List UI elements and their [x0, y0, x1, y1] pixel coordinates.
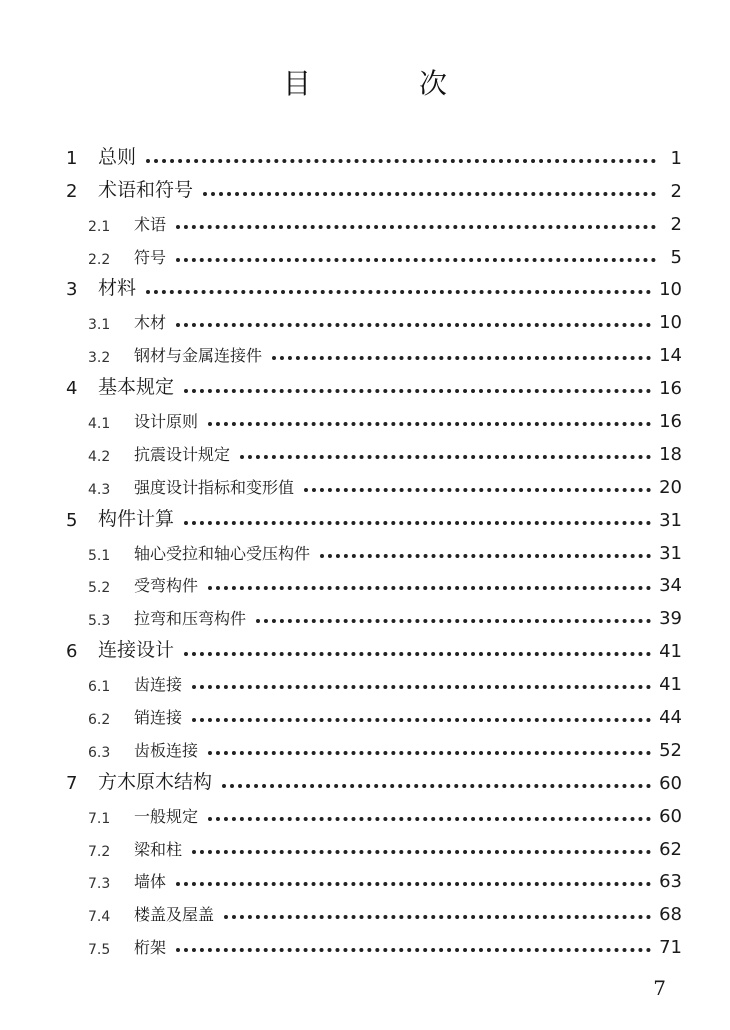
toc-leader-dots: [224, 915, 651, 919]
toc-section-entry[interactable]: [66, 535, 682, 568]
toc-entry-page: 10: [659, 312, 682, 334]
toc-entry-page: 31: [659, 542, 682, 564]
toc-entry-label: 方木原木结构: [98, 770, 213, 793]
toc-leader-dots: [208, 586, 651, 590]
toc-section-entry[interactable]: [66, 568, 682, 601]
toc-section-entry[interactable]: [66, 337, 682, 370]
toc-entry-page: 5: [670, 246, 682, 268]
toc-entry-page: 63: [659, 871, 682, 893]
toc-entry-label: 抗震设计规定: [134, 444, 231, 464]
toc-entry-page: 2: [670, 213, 682, 235]
toc-leader-dots: [176, 258, 656, 262]
toc-entry-number: 7: [66, 772, 78, 794]
toc-entry-page: 68: [659, 904, 682, 926]
toc-section-entry[interactable]: [66, 831, 682, 864]
toc-entry-number: 5.1: [88, 547, 111, 564]
toc-leader-dots: [146, 290, 651, 294]
toc-entry-number: 3.2: [88, 350, 111, 367]
toc-leader-dots: [184, 521, 651, 525]
toc-entry-label: 强度设计指标和变形值: [134, 477, 295, 497]
toc-leader-dots: [192, 718, 651, 722]
toc-section-entry[interactable]: [66, 896, 682, 929]
toc-entry-label: 木材: [134, 313, 167, 333]
toc-entry-page: 44: [659, 707, 682, 729]
toc-leader-dots: [222, 784, 651, 788]
toc-leader-dots: [176, 323, 651, 327]
toc-entry-label: 销连接: [134, 708, 183, 728]
toc-entry-label: 一般规定: [134, 806, 199, 826]
toc-entry-number: 7.5: [88, 942, 111, 959]
toc-entry-label: 受弯构件: [134, 576, 199, 596]
toc-entry-label: 材料: [98, 277, 137, 300]
toc-section-entry[interactable]: [66, 666, 682, 699]
toc-entry-number: 4: [66, 378, 78, 400]
toc-entry-page: 18: [659, 443, 682, 465]
toc-entry-page: 31: [659, 509, 682, 531]
toc-entry-number: 7.3: [88, 876, 111, 893]
toc-entry-label: 齿板连接: [134, 740, 199, 760]
toc-entry-number: 4.1: [88, 416, 111, 433]
toc-entry-number: 6: [66, 641, 78, 663]
toc-entry-page: 16: [659, 411, 682, 433]
toc-leader-dots: [208, 817, 651, 821]
toc-section-entry[interactable]: [66, 929, 682, 962]
toc-chapter-entry[interactable]: [66, 765, 682, 798]
toc-entry-label: 术语: [134, 214, 167, 234]
toc-section-entry[interactable]: [66, 206, 682, 239]
toc-entry-number: 5.2: [88, 580, 111, 597]
toc-section-entry[interactable]: [66, 864, 682, 897]
toc-section-entry[interactable]: [66, 469, 682, 502]
toc-entry-label: 墙体: [134, 872, 167, 892]
toc-leader-dots: [176, 225, 656, 229]
toc-entry-number: 7.2: [88, 843, 111, 860]
toc-leader-dots: [192, 850, 651, 854]
toc-entry-number: 5.3: [88, 613, 111, 630]
toc-entry-number: 2.1: [88, 218, 111, 235]
toc-section-entry[interactable]: [66, 600, 682, 633]
toc-leader-dots: [184, 652, 651, 656]
toc-entry-page: 41: [659, 641, 682, 663]
toc-entry-label: 总则: [98, 145, 137, 168]
toc-entry-label: 拉弯和压弯构件: [134, 609, 247, 629]
toc-leader-dots: [272, 356, 651, 360]
toc-leader-dots: [203, 192, 656, 196]
toc-leader-dots: [208, 422, 651, 426]
toc-entry-number: 6.3: [88, 744, 111, 761]
toc-chapter-entry[interactable]: [66, 173, 682, 206]
toc-chapter-entry[interactable]: [66, 633, 682, 666]
toc-entry-number: 2: [66, 180, 78, 202]
toc-entry-page: 14: [659, 345, 682, 367]
toc-entry-label: 梁和柱: [134, 839, 183, 859]
toc-entry-number: 6.1: [88, 679, 111, 696]
toc-chapter-entry[interactable]: [66, 272, 682, 305]
toc-section-entry[interactable]: [66, 239, 682, 272]
toc-entry-page: 2: [670, 180, 682, 202]
toc-entry-page: 71: [659, 937, 682, 959]
toc-entry-number: 1: [66, 147, 78, 169]
toc-entry-label: 术语和符号: [98, 178, 194, 201]
toc-entry-label: 符号: [134, 247, 167, 267]
toc-entry-number: 3: [66, 279, 78, 301]
toc-entry-label: 钢材与金属连接件: [134, 346, 263, 366]
table-of-contents: [66, 140, 682, 962]
toc-leader-dots: [176, 948, 651, 952]
toc-entry-number: 6.2: [88, 712, 111, 729]
toc-entry-page: 20: [659, 476, 682, 498]
toc-entry-number: 7.1: [88, 810, 111, 827]
page-number: 7: [653, 976, 666, 1000]
toc-entry-number: 2.2: [88, 251, 111, 268]
toc-leader-dots: [256, 619, 651, 623]
toc-leader-dots: [208, 751, 651, 755]
toc-entry-label: 构件计算: [98, 507, 175, 530]
toc-entry-page: 62: [659, 838, 682, 860]
toc-entry-page: 16: [659, 378, 682, 400]
toc-section-entry[interactable]: [66, 304, 682, 337]
toc-chapter-entry[interactable]: [66, 370, 682, 403]
toc-leader-dots: [240, 455, 651, 459]
toc-section-entry[interactable]: [66, 403, 682, 436]
toc-entry-label: 齿连接: [134, 675, 183, 695]
toc-entry-label: 连接设计: [98, 639, 175, 662]
toc-leader-dots: [184, 389, 651, 393]
toc-section-entry[interactable]: [66, 436, 682, 469]
toc-entry-number: 7.4: [88, 909, 111, 926]
toc-entry-label: 轴心受拉和轴心受压构件: [134, 543, 311, 563]
toc-entry-label: 基本规定: [98, 376, 175, 399]
toc-entry-label: 桁架: [134, 938, 167, 958]
toc-section-entry[interactable]: [66, 798, 682, 831]
toc-entry-number: 5: [66, 509, 78, 531]
toc-leader-dots: [192, 685, 651, 689]
toc-entry-page: 34: [659, 575, 682, 597]
page-title: 目 次: [282, 67, 487, 100]
toc-entry-page: 60: [659, 772, 682, 794]
toc-leader-dots: [146, 159, 656, 163]
toc-entry-page: 60: [659, 805, 682, 827]
toc-entry-page: 52: [659, 739, 682, 761]
toc-leader-dots: [320, 554, 651, 558]
toc-section-entry[interactable]: [66, 699, 682, 732]
toc-entry-number: 3.1: [88, 317, 111, 334]
toc-entry-number: 4.2: [88, 448, 111, 465]
toc-entry-number: 4.3: [88, 481, 111, 498]
toc-entry-page: 1: [670, 147, 682, 169]
toc-entry-page: 39: [659, 608, 682, 630]
toc-section-entry[interactable]: [66, 732, 682, 765]
toc-entry-page: 41: [659, 674, 682, 696]
toc-entry-page: 10: [659, 279, 682, 301]
toc-entry-label: 楼盖及屋盖: [134, 905, 215, 925]
toc-leader-dots: [176, 882, 651, 886]
toc-chapter-entry[interactable]: [66, 502, 682, 535]
toc-leader-dots: [304, 488, 651, 492]
toc-entry-label: 设计原则: [134, 412, 199, 432]
toc-chapter-entry[interactable]: [66, 140, 682, 173]
